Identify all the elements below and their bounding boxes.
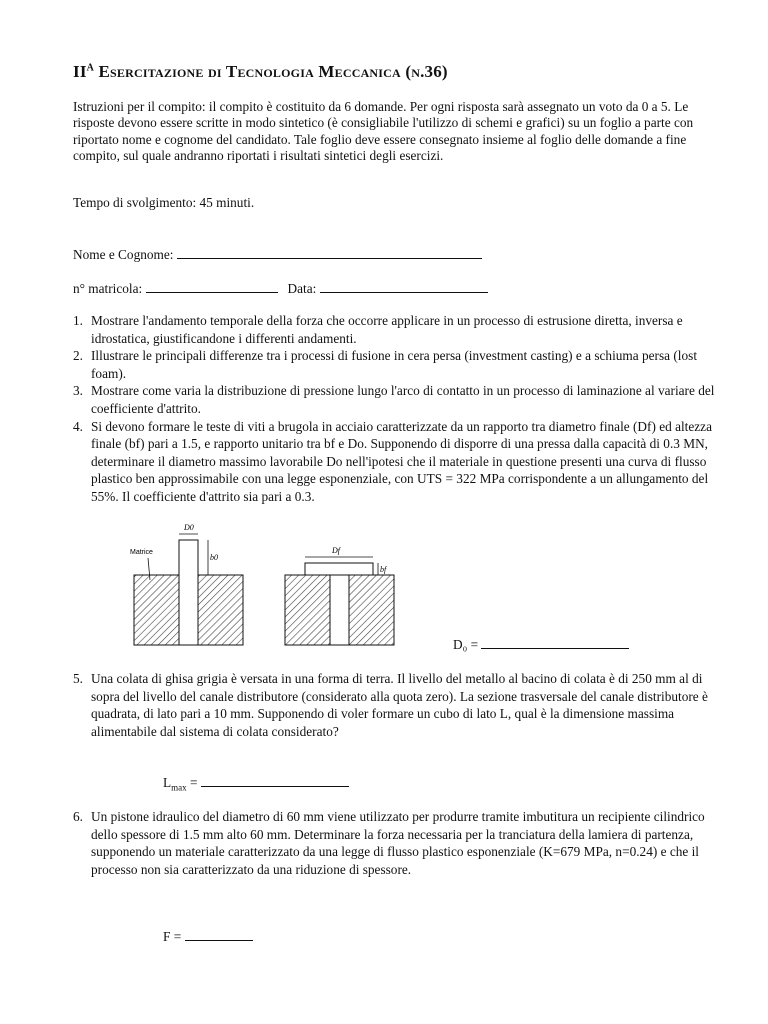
- b0-label: b0: [210, 553, 218, 562]
- answer-lmax: $L_{max}$ =: [163, 774, 349, 793]
- question-6: 6. Un pistone idraulico del diametro di 60 mm viene utilizzato per produrre tramite imbutitura un recipiente cilindrico dello spessore di 1.5 mm alto 60 mm. Determinare la forza necessaria per la tranciatura della lamiera di partenza, supponendo un materiale caratterizzato da una legge di flusso plastico esponenziale (K=679 MPa, n=0.24) e che il processo non sia caratterizzato da una riduzione di spessore.: [73, 809, 705, 877]
- matricola-field: [73, 280, 488, 297]
- matricola-line[interactable]: [146, 280, 278, 293]
- bf-label: bf: [380, 565, 387, 574]
- matrice-label: Matrice: [130, 549, 153, 556]
- billet: [179, 540, 198, 645]
- question-3: 3. Mostrare come varia la distribuzione di pressione lungo l'arco di contatto in un processo di laminazione al variare del coefficiente d'attrito.: [73, 383, 715, 416]
- left-die-right-block: [198, 575, 243, 645]
- answer-f-line[interactable]: [185, 928, 253, 941]
- page-title: $II^A$ Esercitazione di Tecnologia Meccanica (n.36): [73, 62, 448, 81]
- name-field: [73, 246, 482, 263]
- df-label: Df: [332, 546, 340, 555]
- date-line[interactable]: [320, 280, 488, 293]
- question-4: 4. Si devono formare le teste di viti a brugola in acciaio caratterizzate da un rapporto tra diametro finale (Df) ed altezza finale (bf) pari a 1.5, e rapporto unitario tra bf e Do. Supponendo di disporre di una pressa dalla capacità di 0.3 MN, determinare il diametro massimo lavorabile Do nell'ipotesi che il materiale in questione presenti una curva di flusso plastico ben approssimabile con una legge esponenziale, con UTS = 322 MPa corrispondente a un allungamento del 55%. Il coefficiente d'attrito sia pari a 0.3.: [73, 418, 712, 504]
- date-label: Data:: [287, 281, 317, 296]
- answer-lmax-line[interactable]: [201, 774, 349, 787]
- questions-list: [73, 312, 723, 506]
- time-text: Tempo di svolgimento: 45 minuti.: [73, 195, 255, 210]
- instructions-text: Istruzioni per il compito: il compito è costituito da 6 domande. Per ogni risposta sarà assegnato un voto da 0 a 5. Le risposte devono essere scritte in modo sintetico (è consigliabile l'utilizzo di schemi e grafici) su un foglio a parte con riportato nome e cognome del candidato. Tale foglio deve essere consegnato insieme al foglio delle domande a fine compito, sul quale andranno riportati i risultati sintetici degli esercizi.: [73, 99, 694, 163]
- question-5: 5. Una colata di ghisa grigia è versata in una forma di terra. Il livello del metallo al bacino di colata è di 250 mm al di sopra del livello del canale distributore (considerato alla quota zero). La sezione trasversale del canale distributore è quadrata, di lato pari a 10 mm. Supponendo di voler formare un cubo di lato L, qual è la dimensione massima alimentabile dal sistema di colata considerato?: [73, 671, 708, 739]
- answer-f: F =: [163, 928, 253, 945]
- d0-label: D0: [184, 523, 194, 532]
- left-die-left-block: [134, 575, 179, 645]
- heading-diagram: [120, 520, 400, 650]
- question-2: 2. Illustrare le principali differenze tra i processi di fusione in cera persa (investment casting) e a schiuma persa (lost foam).: [73, 348, 698, 381]
- formed-head: [305, 563, 373, 575]
- right-die-right-block: [349, 575, 394, 645]
- answer-d0: D₀ =: [453, 636, 629, 653]
- matricola-label: n° matricola:: [73, 281, 143, 296]
- right-die-left-block: [285, 575, 330, 645]
- name-line[interactable]: [177, 246, 482, 259]
- question-1: 1. Mostrare l'andamento temporale della forza che occorre applicare in un processo di estrusione diretta, inversa e idrostatica, giustificandone i differenti andamenti.: [73, 313, 683, 346]
- formed-shank: [330, 575, 349, 645]
- answer-d0-line[interactable]: [481, 636, 629, 649]
- name-label: Nome e Cognome:: [73, 247, 174, 262]
